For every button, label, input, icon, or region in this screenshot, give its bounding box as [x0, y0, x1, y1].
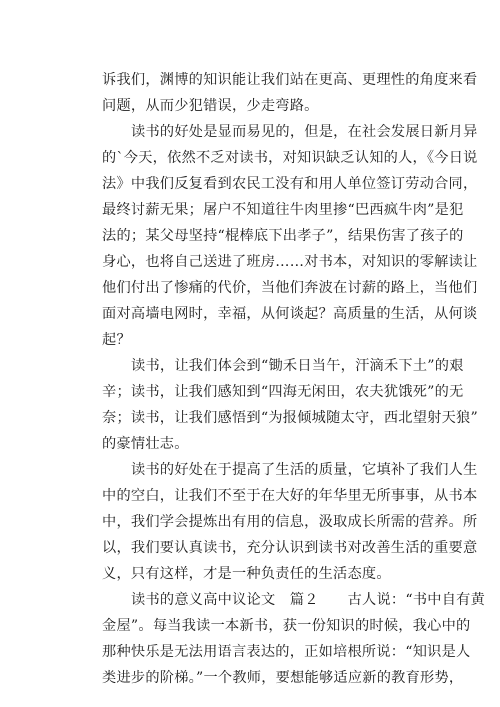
text-line: 的豪情壮志。	[102, 436, 189, 452]
text-line: 最终讨薪无果；屠户不知道往牛肉里掺“巴西疯牛肉”是犯	[102, 202, 464, 218]
paragraph	[102, 587, 486, 691]
paragraph	[102, 67, 478, 119]
text-line: 的`今天，依然不乏对读书，对知识缺乏认知的人，《今日说	[102, 150, 478, 166]
text-line: 辛；读书，让我们感知到“四海无闲田，农夫犹饿死”的无	[102, 384, 464, 400]
text-line: 问题，从而少犯错误，少走弯路。	[102, 98, 319, 114]
text-line: 读书的好处在于提高了生活的质量，它填补了我们人生	[131, 462, 478, 478]
text-line: 他们付出了惨痛的代价，当他们奔波在讨薪的路上，当他们	[102, 280, 478, 296]
text-line: 起？	[102, 332, 131, 348]
text-line: 以，我们要认真读书，充分认识到读书对改善生活的重要意	[102, 540, 478, 556]
text-line: 读书的好处是显而易见的，但是，在社会发展日新月异	[131, 124, 478, 140]
paragraph	[102, 353, 478, 457]
paragraph	[102, 119, 478, 353]
text-line: 法的；某父母坚持“棍棒底下出孝子”，结果伤害了孩子的	[102, 228, 464, 244]
text-line: 奈；读书，让我们感悟到“为报倾城随太守，西北望射天狼”	[102, 410, 478, 426]
text-line: 读书的意义高中议论文 篇２ 古人说：“书中自有黄	[131, 592, 486, 608]
text-line: 身心，也将自己送进了班房……对书本，对知识的零解读让	[102, 254, 478, 270]
document-body	[102, 67, 486, 691]
text-line: 那种快乐是无法用语言表达的，正如培根所说：“知识是人	[102, 644, 471, 660]
text-line: 读书，让我们体会到“锄禾日当午，汗滴禾下土”的艰	[131, 358, 464, 374]
text-line: 金屋”。每当我读一本新书，获一份知识的时候，我心中的	[102, 618, 471, 634]
text-line: 类进步的阶梯。”一个教师，要想能够适应新的教育形势，	[102, 670, 464, 686]
text-line: 法》中我们反复看到农民工没有和用人单位签订劳动合同，	[102, 176, 478, 192]
text-line: 面对高墙电网时，幸福，从何谈起？高质量的生活，从何谈	[102, 306, 478, 322]
text-line: 义，只有这样，才是一种负责任的生活态度。	[102, 566, 391, 582]
text-line: 中，我们学会提炼出有用的信息，汲取成长所需的营养。所	[102, 514, 478, 530]
text-line: 中的空白，让我们不至于在大好的年华里无所事事，从书本	[102, 488, 478, 504]
paragraph	[102, 457, 478, 587]
text-line: 诉我们，渊博的知识能让我们站在更高、更理性的角度来看	[102, 72, 478, 88]
